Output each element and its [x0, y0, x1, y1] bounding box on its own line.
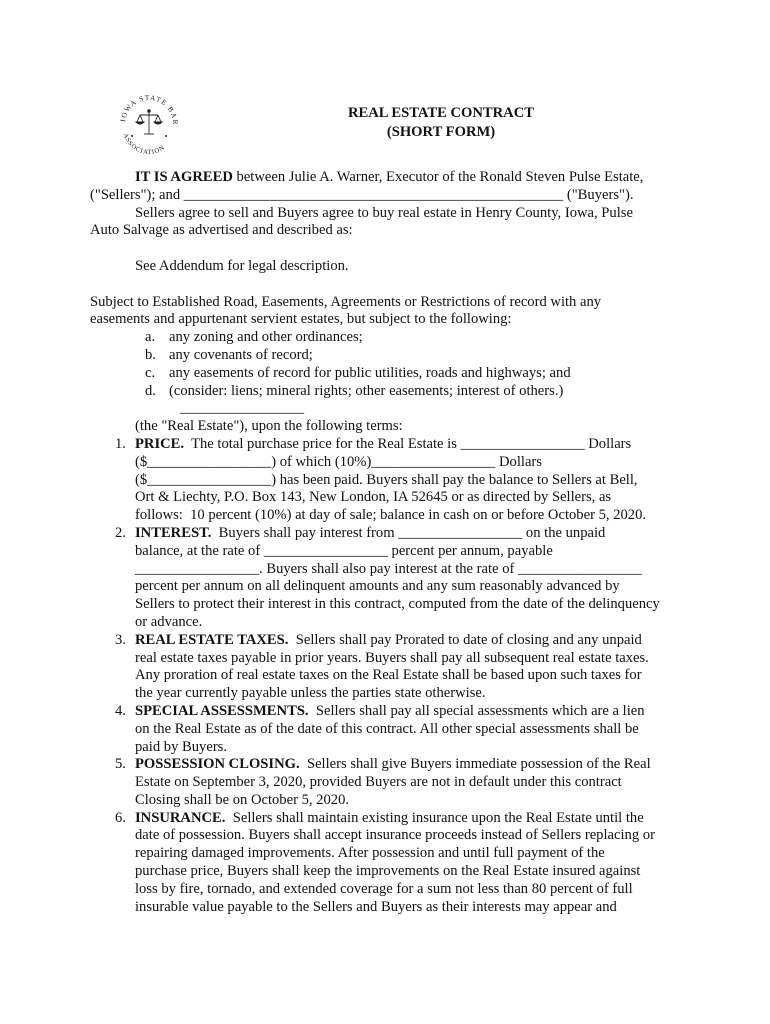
term-number: 3.	[115, 631, 126, 648]
intro-line-2: ("Sellers"); and ____________________________________________________ ("Buyers").	[90, 186, 634, 203]
term-line: percent per annum on all delinquent amounts and any sum reasonably advanced by	[135, 578, 620, 595]
term-item	[90, 703, 690, 756]
term-line: repairing damaged improvements. After possession and until full payment of the	[135, 845, 605, 862]
term-line: _________________. Buyers shall also pay interest at the rate of _________________	[135, 560, 643, 577]
term-heading: SPECIAL ASSESSMENTS.	[135, 702, 309, 719]
term-line: Sellers to protect their interest in this contract, computed from the date of the delinquency	[135, 596, 660, 613]
term-line: insurable value payable to the Sellers and Buyers as their interests may appear and	[135, 898, 617, 915]
term-line: Any proration of real estate taxes on the Real Estate shall be based upon such taxes for	[135, 667, 642, 684]
term-number: 2.	[115, 524, 126, 541]
term-line: balance, at the rate of _________________ percent per annum, payable	[135, 542, 553, 559]
term-line: on the Real Estate as of the date of this contract. All other special assessments shall be	[135, 720, 639, 737]
term-line: loss by fire, tornado, and extended coverage for a sum not less than 80 percent of full	[135, 880, 633, 897]
terms-list	[90, 436, 690, 917]
term-number: 1.	[115, 435, 126, 452]
term-line: date of possession. Buyers shall accept insurance proceeds instead of Sellers replacing or	[135, 827, 655, 844]
title-line-2: (SHORT FORM)	[386, 123, 496, 140]
term-heading: REAL ESTATE TAXES.	[135, 631, 289, 648]
intro-line-3: Sellers agree to sell and Buyers agree to buy real estate in Henry County, Iowa, Pulse	[135, 204, 633, 221]
term-number: 4.	[115, 702, 126, 719]
title-line-1: REAL ESTATE CONTRACT	[348, 105, 534, 121]
term-line: paid by Buyers.	[135, 738, 228, 755]
subject-line-1: Subject to Established Road, Easements, Agreements or Restrictions of record with any	[90, 293, 602, 310]
term-line: INTEREST. Buyers shall pay interest from _________________ on the unpaid	[135, 524, 606, 541]
term-item	[90, 756, 690, 809]
legal-description-reference: See Addendum for legal description.	[135, 257, 349, 274]
term-number: 6.	[115, 809, 126, 826]
term-item	[90, 810, 690, 917]
agreement-lead: IT IS AGREED	[135, 169, 233, 185]
term-number: 5.	[115, 756, 126, 773]
intro-line-1: IT IS AGREED between Julie A. Warner, Executor of the Ronald Steven Pulse Estate,	[135, 169, 644, 185]
term-line: purchase price, Buyers shall keep the improvements on the Real Estate insured against	[135, 863, 641, 880]
terms-intro: (the "Real Estate"), upon the following terms:	[135, 418, 403, 435]
subject-line-2: easements and appurtenant servient estates, but subject to the following:	[90, 311, 512, 328]
term-item	[90, 436, 690, 525]
term-heading: PRICE.	[135, 435, 185, 452]
term-line: ($_________________) has been paid. Buyers shall pay the balance to Sellers at Bell,	[135, 471, 638, 488]
term-line: the year currently payable unless the parties state otherwise.	[135, 685, 486, 702]
term-line: INSURANCE. Sellers shall maintain existing insurance upon the Real Estate until the	[135, 809, 644, 826]
intro-line-4: Auto Salvage as advertised and described as:	[90, 222, 353, 239]
blank-fill-line: _________________	[180, 400, 305, 417]
bar-association-seal-logo	[113, 88, 185, 160]
term-line: Estate on September 3, 2020, provided Buyers are not in default under this contract	[135, 774, 622, 791]
term-item	[90, 632, 690, 703]
document-title	[260, 105, 622, 142]
term-line: or advance.	[135, 613, 203, 630]
condition-item: c. any easements of record for public utilities, roads and highways; and	[145, 364, 571, 381]
term-line: ($_________________) of which (10%)_________________ Dollars	[135, 453, 542, 470]
term-line: follows: 10 percent (10%) at day of sale; balance in cash on or before October 5, 2020.	[135, 507, 647, 524]
svg-text:ASSOCIATION: ASSOCIATION	[121, 132, 167, 157]
term-line: REAL ESTATE TAXES. Sellers shall pay Prorated to date of closing and any unpaid	[135, 631, 642, 648]
contract-body	[90, 169, 690, 916]
term-item	[90, 525, 690, 632]
term-heading: POSSESSION CLOSING.	[135, 756, 300, 773]
term-line: SPECIAL ASSESSMENTS. Sellers shall pay all special assessments which are a lien	[135, 702, 645, 719]
term-line: Closing shall be on October 5, 2020.	[135, 791, 350, 808]
condition-item: b. any covenants of record;	[145, 346, 313, 363]
term-heading: INTEREST.	[135, 524, 212, 541]
term-line: PRICE. The total purchase price for the Real Estate is _________________ Dollars	[135, 435, 632, 452]
term-line: real estate taxes payable in prior years. Buyers shall pay all subsequent real estate taxes.	[135, 649, 649, 666]
term-line: POSSESSION CLOSING. Sellers shall give Buyers immediate possession of the Real	[135, 756, 651, 773]
svg-text:IOWA STATE BAR: IOWA STATE BAR	[119, 93, 180, 126]
condition-item: d. (consider: liens; mineral rights; other easements; interest of others.)	[145, 382, 564, 399]
term-line: Ort & Liechty, P.O. Box 143, New London, IA 52645 or as directed by Sellers, as	[135, 489, 612, 506]
term-heading: INSURANCE.	[135, 809, 226, 826]
condition-item: a. any zoning and other ordinances;	[145, 329, 363, 346]
